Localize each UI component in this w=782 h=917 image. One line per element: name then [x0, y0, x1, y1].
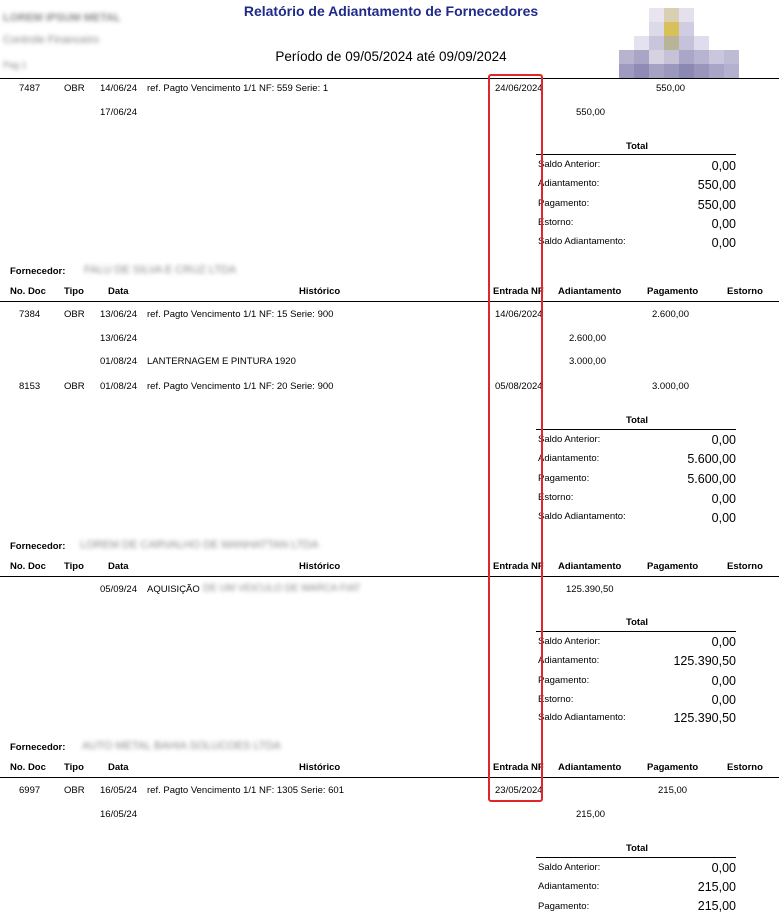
pagamento-value: 215,00: [697, 899, 736, 913]
saldo-adiantamento-value: 0,00: [711, 511, 736, 525]
cell-adiantamento: 550,00: [576, 107, 606, 118]
col-adiantamento: Adiantamento: [558, 561, 622, 572]
adiantamento-value: 550,00: [697, 178, 736, 192]
divider: [536, 631, 736, 632]
col-entrada-nf: Entrada NF: [493, 286, 544, 297]
saldo-adiantamento-label: Saldo Adiantamento:: [538, 712, 626, 723]
adiantamento-label: Adiantamento:: [538, 178, 600, 189]
divider: [0, 301, 779, 302]
col-pagamento: Pagamento: [647, 561, 699, 572]
cell-adiantamento: 3.000,00: [569, 356, 606, 367]
page-info: Pag 1: [3, 60, 27, 70]
adiantamento-value: 5.600,00: [687, 452, 736, 466]
cell-historico: ref. Pagto Vencimento 1/1 NF: 1305 Serie: 601: [147, 785, 344, 796]
pagamento-label: Pagamento:: [538, 198, 590, 209]
cell-pagamento: 215,00: [658, 785, 688, 796]
cell-historico: LANTERNAGEM E PINTURA 1920: [147, 356, 296, 367]
saldo-anterior-value: 0,00: [711, 861, 736, 875]
cell-tipo: OBR: [64, 83, 85, 94]
pagamento-label: Pagamento:: [538, 675, 590, 686]
adiantamento-label: Adiantamento:: [538, 655, 600, 666]
estorno-label: Estorno:: [538, 694, 574, 705]
cell-pagamento: 3.000,00: [652, 381, 689, 392]
cell-entrada-nf: 14/06/2024: [495, 309, 543, 320]
cell-data: 14/06/24: [100, 83, 137, 94]
pagamento-value: 0,00: [711, 674, 736, 688]
col-estorno: Estorno: [727, 561, 763, 572]
col-historico: Histórico: [299, 286, 341, 297]
col-no-doc: No. Doc: [10, 561, 46, 572]
fornecedor-label: Fornecedor:: [10, 742, 66, 753]
divider: [536, 857, 736, 858]
col-historico: Histórico: [299, 762, 341, 773]
saldo-anterior-label: Saldo Anterior:: [538, 159, 601, 170]
adiantamento-label: Adiantamento:: [538, 881, 600, 892]
col-historico: Histórico: [299, 561, 341, 572]
col-data: Data: [108, 286, 129, 297]
adiantamento-value: 215,00: [697, 880, 736, 894]
cell-doc: 7384: [19, 309, 41, 320]
entrada-nf-highlight-box: [488, 74, 543, 802]
cell-data: 01/08/24: [100, 381, 137, 392]
saldo-anterior-label: Saldo Anterior:: [538, 636, 601, 647]
divider: [536, 154, 736, 155]
estorno-value: 0,00: [711, 217, 736, 231]
total-heading: Total: [626, 843, 648, 854]
cell-data: 05/09/24: [100, 584, 137, 595]
cell-pagamento: 2.600,00: [652, 309, 689, 320]
cell-historico-redacted: DE UM VEICULO DE MARCA FIAT: [203, 583, 361, 594]
pagamento-value: 5.600,00: [687, 472, 736, 486]
col-no-doc: No. Doc: [10, 762, 46, 773]
col-adiantamento: Adiantamento: [558, 286, 622, 297]
cell-data: 17/06/24: [100, 107, 137, 118]
estorno-label: Estorno:: [538, 492, 574, 503]
estorno-label: Estorno:: [538, 217, 574, 228]
total-heading: Total: [626, 141, 648, 152]
cell-historico: AQUISIÇÃO: [147, 584, 200, 595]
col-data: Data: [108, 762, 129, 773]
company-subtitle: Controle Financeiro: [3, 34, 99, 46]
report-title: Relatório de Adiantamento de Fornecedores: [243, 3, 539, 19]
col-pagamento: Pagamento: [647, 762, 699, 773]
cell-data: 13/06/24: [100, 309, 137, 320]
fornecedor-name: LOREM DE CARVALHO DE MANHATTAN LTDA: [80, 539, 319, 551]
saldo-anterior-value: 0,00: [711, 635, 736, 649]
saldo-adiantamento-value: 0,00: [711, 236, 736, 250]
cell-tipo: OBR: [64, 309, 85, 320]
cell-historico: ref. Pagto Vencimento 1/1 NF: 559 Serie: 1: [147, 83, 329, 94]
cell-adiantamento: 215,00: [576, 809, 606, 820]
estorno-value: 0,00: [711, 492, 736, 506]
total-heading: Total: [626, 617, 648, 628]
cell-tipo: OBR: [64, 785, 85, 796]
divider: [0, 777, 779, 778]
cell-data: 13/06/24: [100, 333, 137, 344]
fornecedor-name: FALU DE SILVA E CRUZ LTDA: [84, 264, 237, 276]
col-data: Data: [108, 561, 129, 572]
col-no-doc: No. Doc: [10, 286, 46, 297]
cell-entrada-nf: 05/08/2024: [495, 381, 543, 392]
col-estorno: Estorno: [727, 286, 763, 297]
fornecedor-label: Fornecedor:: [10, 266, 66, 277]
col-entrada-nf: Entrada NF: [493, 561, 544, 572]
pagamento-label: Pagamento:: [538, 473, 590, 484]
col-tipo: Tipo: [64, 561, 84, 572]
cell-entrada-nf: 23/05/2024: [495, 785, 543, 796]
cell-adiantamento: 125.390,50: [566, 584, 614, 595]
adiantamento-value: 125.390,50: [673, 654, 736, 668]
col-adiantamento: Adiantamento: [558, 762, 622, 773]
total-heading: Total: [626, 415, 648, 426]
cell-pagamento: 550,00: [656, 83, 686, 94]
cell-doc: 7487: [19, 83, 41, 94]
saldo-adiantamento-label: Saldo Adiantamento:: [538, 511, 626, 522]
pagamento-label: Pagamento:: [538, 901, 590, 912]
fornecedor-label: Fornecedor:: [10, 541, 66, 552]
cell-tipo: OBR: [64, 381, 85, 392]
col-entrada-nf: Entrada NF: [493, 762, 544, 773]
cell-data: 16/05/24: [100, 809, 137, 820]
company-logo: [619, 8, 739, 78]
saldo-anterior-label: Saldo Anterior:: [538, 862, 601, 873]
cell-entrada-nf: 24/06/2024: [495, 83, 543, 94]
col-tipo: Tipo: [64, 286, 84, 297]
cell-historico: ref. Pagto Vencimento 1/1 NF: 15 Serie: 900: [147, 309, 334, 320]
saldo-anterior-label: Saldo Anterior:: [538, 434, 601, 445]
saldo-anterior-value: 0,00: [711, 433, 736, 447]
estorno-value: 0,00: [711, 693, 736, 707]
divider: [0, 576, 779, 577]
col-estorno: Estorno: [727, 762, 763, 773]
cell-data: 01/08/24: [100, 356, 137, 367]
saldo-anterior-value: 0,00: [711, 159, 736, 173]
saldo-adiantamento-value: 125.390,50: [673, 711, 736, 725]
fornecedor-name: AUTO METAL BAHIA SOLUCOES LTDA: [82, 740, 281, 752]
cell-data: 16/05/24: [100, 785, 137, 796]
divider: [0, 78, 779, 79]
company-name: LOREM IPSUM METAL: [3, 12, 121, 24]
adiantamento-label: Adiantamento:: [538, 453, 600, 464]
cell-adiantamento: 2.600,00: [569, 333, 606, 344]
saldo-adiantamento-label: Saldo Adiantamento:: [538, 236, 626, 247]
col-pagamento: Pagamento: [647, 286, 699, 297]
report-period: Período de 09/05/2024 até 09/09/2024: [275, 49, 507, 64]
cell-historico: ref. Pagto Vencimento 1/1 NF: 20 Serie: 900: [147, 381, 334, 392]
pagamento-value: 550,00: [697, 198, 736, 212]
cell-doc: 6997: [19, 785, 41, 796]
cell-doc: 8153: [19, 381, 41, 392]
col-tipo: Tipo: [64, 762, 84, 773]
divider: [536, 429, 736, 430]
